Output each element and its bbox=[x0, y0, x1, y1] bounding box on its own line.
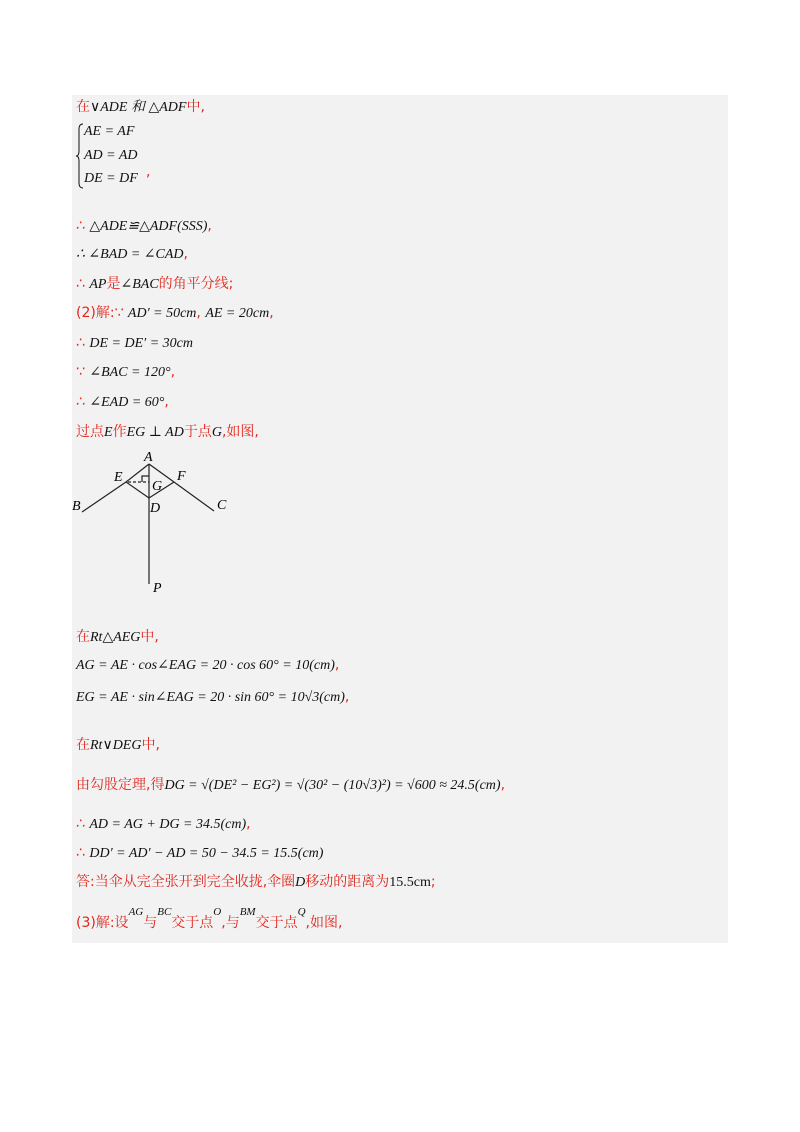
line-6 bbox=[76, 334, 193, 353]
math-expr: AD′ = 50cm bbox=[127, 306, 197, 321]
line-16 bbox=[76, 844, 323, 863]
line-14 bbox=[76, 776, 505, 795]
text: 答:当伞从完全张开到完全收拢,伞圈 bbox=[76, 874, 296, 890]
label-B: B bbox=[72, 499, 81, 514]
text: , bbox=[164, 394, 169, 410]
math-expr: ∴ ∠BAD = ∠CAD bbox=[76, 247, 184, 262]
line-4 bbox=[76, 275, 233, 294]
text: 于点 bbox=[183, 424, 212, 440]
math-expr: EG ⊥ AD bbox=[126, 425, 184, 440]
text: ∴ bbox=[76, 845, 85, 861]
math-expr: DG = √(DE² − EG²) = √(30² − (10√3)²) = √600 ≈ 24.5(cm) bbox=[164, 778, 501, 793]
text: 过点 bbox=[76, 424, 104, 440]
text: ∵ bbox=[76, 364, 85, 380]
line-2 bbox=[76, 217, 212, 236]
line-3 bbox=[76, 245, 188, 264]
math-expr: AE = 20cm bbox=[205, 306, 270, 321]
math-expr: O bbox=[213, 906, 222, 918]
label-P: P bbox=[153, 581, 162, 596]
text: , bbox=[170, 364, 176, 380]
text: ; bbox=[430, 874, 436, 890]
line-9 bbox=[76, 423, 259, 442]
text: 与 bbox=[143, 915, 158, 931]
text: , bbox=[246, 816, 251, 832]
text: 在 bbox=[76, 99, 90, 115]
label-A: A bbox=[144, 450, 153, 465]
segment-BE bbox=[82, 482, 126, 512]
text: 中, bbox=[141, 737, 160, 753]
segment-EA bbox=[126, 464, 149, 482]
text: 移动的距离为 bbox=[305, 874, 390, 890]
text: ,如图, bbox=[305, 915, 343, 931]
text: 是 bbox=[106, 276, 121, 292]
math-expr: ∠BAC = 120° bbox=[89, 365, 171, 380]
text: , bbox=[183, 246, 188, 262]
math-expr: ∠BAC bbox=[120, 277, 159, 292]
text: 在 bbox=[76, 629, 90, 645]
umbrella-figure bbox=[70, 446, 240, 598]
text: 中, bbox=[140, 629, 159, 645]
math-expr: AD = AG + DG = 34.5(cm) bbox=[89, 817, 247, 832]
math-expr: DD′ = AD′ − AD = 50 − 34.5 = 15.5(cm) bbox=[89, 846, 324, 861]
math-expr: ∨ADE 和 △ADF bbox=[90, 100, 187, 115]
text: ∴ bbox=[76, 335, 85, 351]
text: ,与 bbox=[221, 915, 240, 931]
text: , bbox=[334, 657, 340, 673]
line-8 bbox=[76, 393, 169, 412]
text: (2)解:∵ bbox=[76, 305, 124, 321]
math-expr: G bbox=[211, 425, 222, 440]
text: , bbox=[269, 305, 274, 321]
text: ∴ bbox=[76, 394, 85, 410]
math-expr: ∠EAD = 60° bbox=[89, 395, 165, 410]
text: , bbox=[196, 305, 201, 321]
text: 交于点 bbox=[171, 915, 214, 931]
text: 交于点 bbox=[255, 915, 298, 931]
line-10 bbox=[76, 628, 159, 647]
line-15 bbox=[76, 815, 251, 834]
math-expr: AP bbox=[89, 277, 107, 292]
text: 在 bbox=[76, 737, 90, 753]
segment-FC bbox=[174, 482, 214, 511]
math-expr: E bbox=[104, 425, 113, 440]
text: ∴ bbox=[76, 276, 85, 292]
text: ∴ bbox=[76, 218, 85, 234]
math-expr: BM bbox=[239, 906, 256, 918]
text: , bbox=[344, 689, 350, 705]
label-G: G bbox=[152, 479, 163, 494]
line-13 bbox=[76, 736, 160, 755]
text: 中, bbox=[186, 99, 205, 115]
math-expr: △ADE≌△ADF(SSS) bbox=[89, 219, 208, 234]
line-18 bbox=[76, 906, 343, 933]
math-expr: D bbox=[295, 875, 306, 890]
math-expr: Q bbox=[297, 906, 306, 918]
line-5 bbox=[76, 304, 274, 323]
label-E: E bbox=[114, 470, 123, 485]
math-expr: EG = AE · sin∠EAG = 20 · sin 60° = 10√3(cm) bbox=[76, 690, 345, 705]
line-1 bbox=[76, 98, 205, 117]
line-7 bbox=[76, 363, 175, 382]
math-expr: Rt∨DEG bbox=[90, 738, 142, 753]
text: , bbox=[146, 164, 151, 180]
label-C: C bbox=[217, 498, 227, 513]
system-row: AE = AF bbox=[84, 124, 135, 139]
brace-icon bbox=[76, 123, 84, 189]
text: ∴ bbox=[76, 816, 85, 832]
math-expr: DE = DE′ = 30cm bbox=[89, 336, 193, 351]
text: , bbox=[207, 218, 212, 234]
label-D: D bbox=[150, 501, 161, 516]
text: , bbox=[500, 777, 506, 793]
math-expr: 15.5cm bbox=[389, 875, 431, 890]
line-12 bbox=[76, 688, 349, 707]
right-angle-mark bbox=[142, 476, 149, 482]
math-expr: AG bbox=[128, 906, 144, 918]
math-expr: AG = AE · cos∠EAG = 20 · cos 60° = 10(cm) bbox=[76, 658, 335, 673]
text: (3)解:设 bbox=[76, 915, 129, 931]
line-17 bbox=[76, 873, 436, 892]
text: 由勾股定理,得 bbox=[76, 777, 165, 793]
text: 的角平分线; bbox=[158, 276, 234, 292]
text: 作 bbox=[112, 424, 127, 440]
math-expr: BC bbox=[157, 906, 172, 918]
segment-ED bbox=[126, 482, 149, 498]
line-11 bbox=[76, 656, 339, 675]
system-row: AD = AD bbox=[84, 148, 138, 163]
label-F: F bbox=[177, 469, 186, 484]
text: ,如图, bbox=[221, 424, 259, 440]
math-expr: Rt△AEG bbox=[90, 630, 141, 645]
system-row: DE = DF bbox=[84, 171, 138, 186]
